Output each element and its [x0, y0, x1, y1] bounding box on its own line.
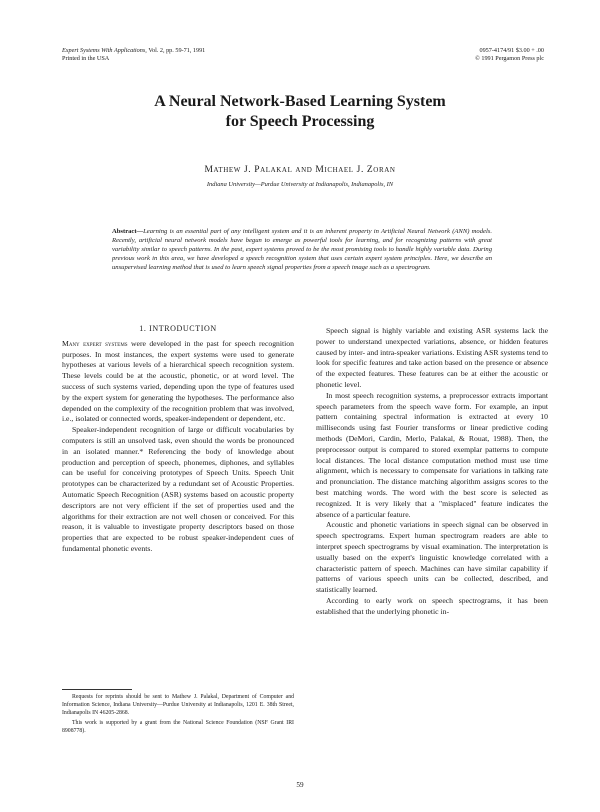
price-code: 0957-4174/91 $3.00 + .00	[479, 47, 544, 54]
page-number: 59	[296, 781, 304, 789]
author-affiliation: Indiana University—Purdue University at Indianapolis, Indianapolis, IN	[206, 181, 394, 188]
right-column	[316, 326, 548, 618]
footnote-funding: This work is supported by a grant from the National Science Foundation (NSF Grant IRI 8908778).	[62, 720, 294, 735]
title-line-2: for Speech Processing	[225, 113, 375, 130]
footnote-reprint-requests: Requests for reprints should be sent to Mathew J. Palakal, Department of Computer and Information Science, Indiana University—Purdue University at Indianapolis, 1201 E. 38th Street, Indianapolis IN 46205-2868.	[62, 694, 294, 716]
intro-paragraph-6: According to early work on speech spectrograms, it has been established that the underlying phonetic in-	[316, 595, 548, 616]
journal-header	[62, 47, 205, 63]
intro-paragraph-4: In most speech recognition systems, a preprocessor extracts important speech parameters from the speech wave form. For example, an input pattern containing spectral information is extracted at every 10 milliseconds using fast Fourier transforms or linear predictive coding methods (DeMori, Cardin, Merlo, Palakal, & Rouat, 1988). Then, the preprocessor output is compared to stored exemplar patterns to compute local distances. The local distance computation method must use time alignment, which is necessary to compensate for variations in talking rate and pronunciation. The distance matching algorithm assigns scores to the best matching words. The word with the best score is selected as recognized. It is very likely that a "misplaced" feature indicates the absence of a particular feature.	[316, 390, 548, 519]
left-column	[62, 324, 294, 555]
intro-lead-words: Many expert systems	[62, 338, 128, 348]
abstract-label: Abstract—	[112, 228, 144, 235]
abstract-text: Learning is an essential part of any intelligent system and it is an inherent property in Artificial Neural Network (ANN) models. Recently, artificial neural network models have begun to emerge as powerful tools for learning, and for recognizing patterns with great variability similar to speech patterns. In the past, expert systems proved to be the most promising tools to handle highly variable data. During previous work in this area, we have developed a speech recognition system that uses certain expert system principles. Here, we describe an unsupervised learning method that is used to learn speech signal properties from a speech image such as a spectrogram.	[112, 228, 492, 272]
publisher-header	[475, 47, 544, 63]
intro-paragraph-2: Speaker-independent recognition of large or difficult vocabularies by computers is still an unsolved task, even should the words be pronounced in an isolated manner.* Referencing the body of knowledge about production and perception of speech, phonemes, diphones, and syllables can be useful for conceiving prototypes of Speech Units. Speech Unit prototypes can be characterized by a redundant set of Acoustic Properties. Automatic Speech Recognition (ASR) systems based on acoustic property descriptors are not very efficient if the set of properties used and the algorithms for their extraction are not well chosen or conceived. For this reason, it is valuable to investigate property descriptors based on those properties that are expected to be robust speaker-independent cues of fundamental phonetic events.	[62, 425, 294, 553]
title-line-1: A Neural Network-Based Learning System	[154, 93, 446, 110]
paper-title	[0, 92, 600, 132]
abstract	[112, 227, 492, 272]
footnotes	[62, 694, 294, 739]
intro-paragraph-5: Acoustic and phonetic variations in speech signal can be observed in speech spectrograms. Expert human spectrogram readers are able to interpret speech spectrograms by visual examination. The interpretation is usually based on the expert's linguistic knowledge correlated with a characteristic pattern of speech. Machines can have similar capability if patterns of various speech units can be collected, described, and statistically learned.	[316, 520, 548, 595]
copyright-notice: © 1991 Pergamon Press plc	[475, 55, 544, 62]
footnote-divider	[62, 689, 132, 690]
section-heading-introduction: 1. INTRODUCTION	[139, 324, 217, 333]
author-list: Mathew J. Palakal and Michael J. Zoran	[204, 165, 396, 175]
journal-citation: Vol. 2, pp. 59-71, 1991	[148, 47, 206, 54]
intro-paragraph-1-text: were developed in the past for speech recognition purposes. In most instances, the expert systems were used to generate hypotheses at various levels of a hierarchical speech recognition system. These levels could be at the acoustic, phonetic, or at word level. The success of such systems varied, depending upon the type of features used by the expert system for generating the hypotheses. The performance also depended on the complexity of the recognition problem that was involved, i.e., isolated or connected words, speaker-independent or dependent, etc.	[62, 338, 294, 424]
intro-paragraph-3: Speech signal is highly variable and existing ASR systems lack the power to understand unexpected variations, absence, or hidden features caused by inter- and intra-speaker variations. Existing ASR systems tend to look for specific features and take action based on the presence or absence of the expected features. These features can be at either the acoustic or phonetic level.	[316, 326, 548, 389]
intro-paragraph-1	[62, 339, 294, 425]
printed-location: Printed in the USA	[62, 55, 110, 62]
journal-name: Expert Systems With Applications,	[62, 47, 147, 54]
